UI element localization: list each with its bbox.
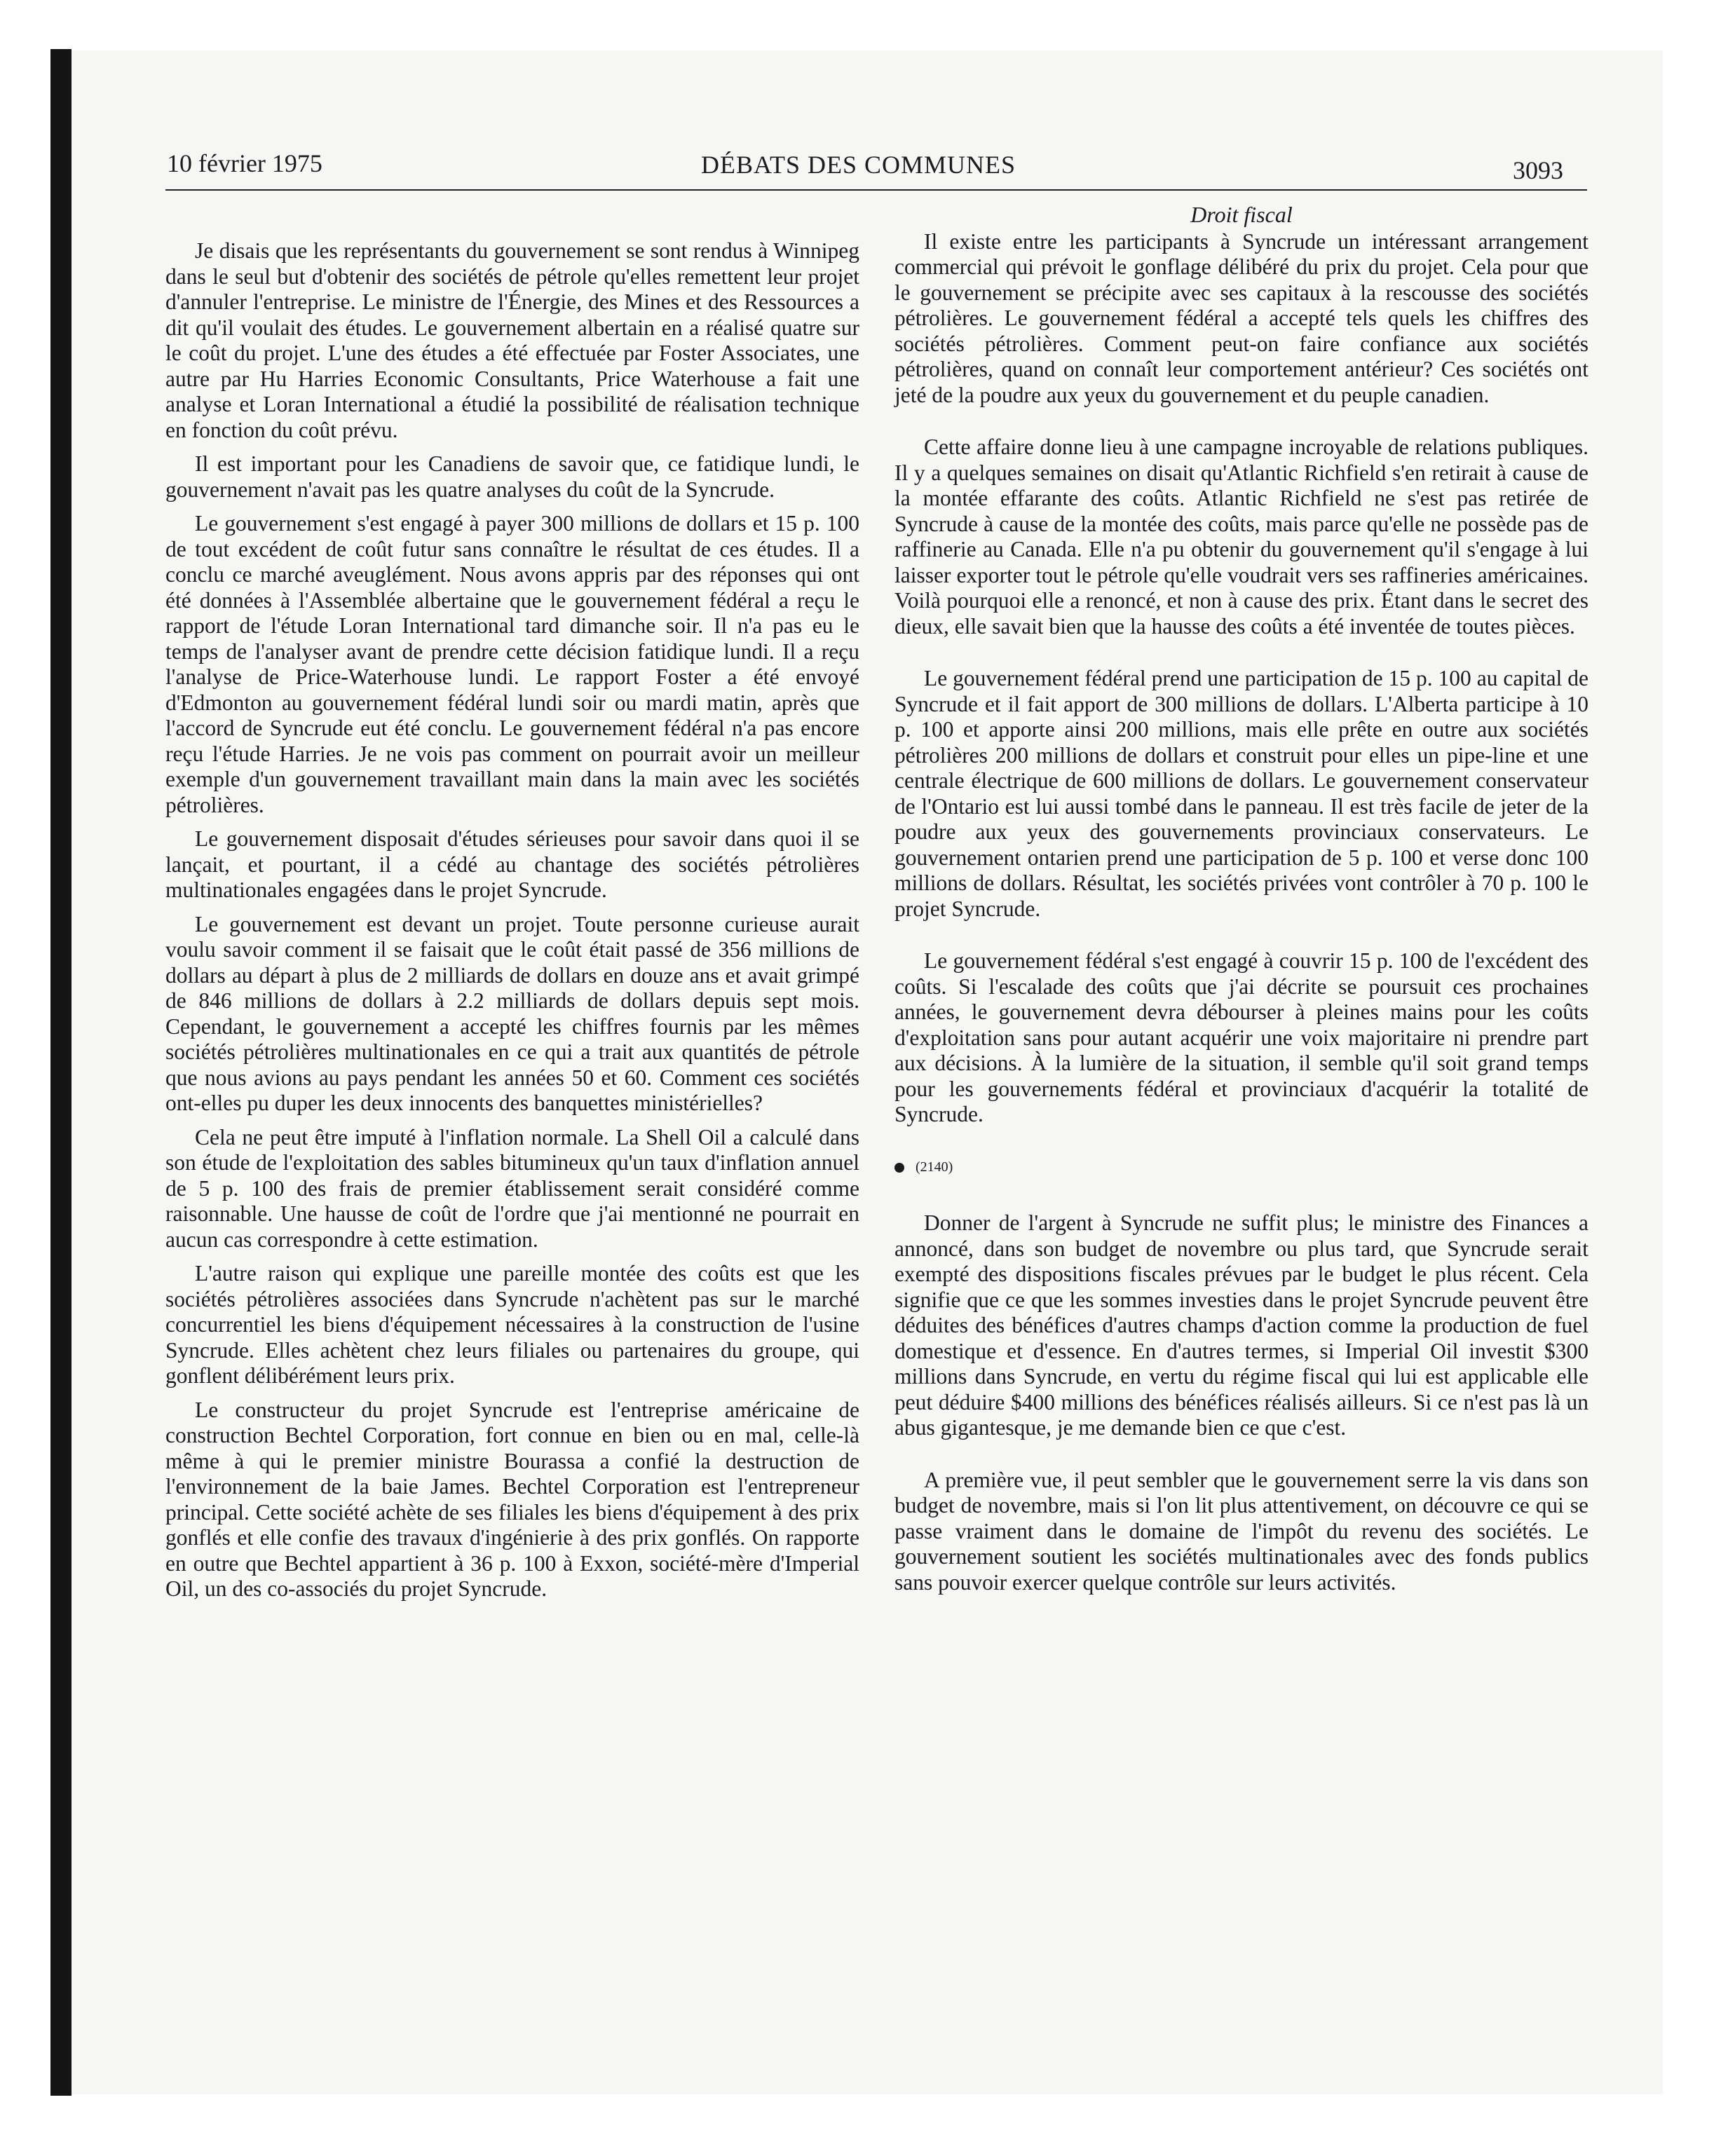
paragraph: Cette affaire donne lieu à une campagne incroyable de relations publiques. Il y a quelques semaines on disait qu'Atlantic Richfield s'en retirait à cause de la montée effarante des coûts. Atlantic Richfield ne s'est pas retirée de Syncrude à cause de la montée des coûts, mais parce qu'elle ne possède pas de raffinerie au Canada. Elle n'a pu obtenir du gouvernement qu'il s'engage à lui laisser exporter tout le pétrole qu'elle voudrait vers ses raffineries américaines. Voilà pourquoi elle a renoncé, et non à cause des prix. Étant dans le secret des dieux, elle savait bien que la hausse des coûts a été inventée de toutes pièces.: [894, 435, 1588, 639]
paragraph: Il existe entre les participants à Syncrude un intéressant arrangement commercial qui prévoit le gonflage délibéré du prix du projet. Cela pour que le gouvernement se précipite avec ses capitaux à la rescousse des sociétés pétrolières. Le gouvernement fédéral a accepté tels quels les chiffres des sociétés pétrolières. Comment peut-on faire confiance aux sociétés pétrolières, quand on connaît leur comportement antérieur? Ces sociétés ont jeté de la poudre aux yeux du gouvernement et du peuple canadien.: [894, 228, 1588, 407]
header-page-number: 3093: [1513, 156, 1563, 184]
paragraph: Il est important pour les Canadiens de savoir que, ce fatidique lundi, le gouvernement n'avait pas les quatre analyses du coût de la Syncrude.: [165, 451, 859, 502]
left-column: [165, 238, 859, 1611]
paragraph: Donner de l'argent à Syncrude ne suffit plus; le ministre des Finances a annoncé, dans son budget de novembre ou plus tard, que Syncrude serait exempté des dispositions fiscales prévues par le budget le plus récent. Cela signifie que ce que les sommes investies dans le projet Syncrude peuvent être déduites des bénéfices d'autres champs d'action comme la production de fuel domestique et d'essence. En d'autres termes, si Imperial Oil investit $300 millions dans Syncrude, en vertu du régime fiscal qui lui est applicable elle peut déduire $400 millions des bénéfices réalisés ailleurs. Si ce n'est pas là un abus gigantesque, je me demande bien ce que c'est.: [894, 1210, 1588, 1440]
header-title: DÉBATS DES COMMUNES: [701, 151, 1016, 179]
header-date: 10 février 1975: [167, 149, 322, 177]
right-column: [894, 202, 1588, 1604]
paragraph: Le gouvernement disposait d'études sérieuses pour savoir dans quoi il se lançait, et pourtant, il a cédé au chantage des sociétés pétrolières multinationales engagées dans le projet Syncrude.: [165, 826, 859, 902]
paragraph: A première vue, il peut sembler que le gouvernement serre la vis dans son budget de novembre, mais si l'on lit plus attentivement, on découvre ce qui se passe vraiment dans le domaine de l'impôt du revenu des sociétés. Le gouvernement soutient les sociétés multinationales avec des fonds publics sans pouvoir exercer quelque contrôle sur leurs activités.: [894, 1467, 1588, 1595]
section-subheading: Droit fiscal: [1190, 202, 1293, 227]
paragraph: Je disais que les représentants du gouvernement se sont rendus à Winnipeg dans le seul but d'obtenir des sociétés de pétrole qu'elles remettent leur projet d'annuler l'entreprise. Le ministre de l'Énergie, des Mines et des Ressources a dit qu'il voulait des études. Le gouvernement albertain en a réalisé quatre sur le coût du projet. L'une des études a été effectuée par Foster Associates, une autre par Hu Harries Economic Consultants, Price Waterhouse a fait une analyse et Loran International a étudié la possibilité de réalisation technique en fonction du coût prévu.: [165, 238, 859, 442]
paragraph: Le gouvernement fédéral prend une participation de 15 p. 100 au capital de Syncrude et il fait apport de 300 millions de dollars. L'Alberta participe à 10 p. 100 et apporte ainsi 200 millions, mais elle prête en outre aux sociétés pétrolières 200 millions de dollars et construit pour elles un pipe-line et une centrale électrique de 600 millions de dollars. Le gouvernement conservateur de l'Ontario est lui aussi tombé dans le panneau. Il est très facile de jeter de la poudre aux yeux des gouvernements provinciaux conservateurs. Le gouvernement ontarien prend une participation de 5 p. 100 et verse donc 100 millions de dollars. Résultat, les sociétés privées vont contrôler à 70 p. 100 le projet Syncrude.: [894, 666, 1588, 921]
paragraph: Le gouvernement fédéral s'est engagé à couvrir 15 p. 100 de l'excédent des coûts. Si l'escalade des coûts que j'ai décrite se poursuit ces prochaines années, le gouvernement devra débourser à pleines mains pour les coûts d'exploitation sans pour autant acquérir une voix majoritaire ni prendre part aux décisions. À la lumière de la situation, il semble qu'il soit grand temps pour les gouvernements fédéral et provinciaux d'acquérir la totalité de Syncrude.: [894, 948, 1588, 1126]
paragraph: L'autre raison qui explique une pareille montée des coûts est que les sociétés pétrolières associées dans Syncrude n'achètent pas sur le marché concurrentiel les biens d'équipement nécessaires à la construction de l'usine Syncrude. Elles achètent chez leurs filiales ou partenaires du groupe, qui gonflent délibérément leurs prix.: [165, 1261, 859, 1388]
time-marker-label: (2140): [916, 1159, 953, 1175]
header-rule: [165, 189, 1587, 191]
bullet-icon: [894, 1163, 904, 1173]
paragraph: Cela ne peut être imputé à l'inflation normale. La Shell Oil a calculé dans son étude de l'exploitation des sables bitumineux qu'un taux d'inflation annuel de 5 p. 100 des frais de premier établissement serait considéré comme raisonnable. Une hausse de coût de l'ordre que j'ai mentionné ne pourrait en aucun cas correspondre à cette estimation.: [165, 1124, 859, 1252]
scan-edge-bar: [50, 49, 72, 2096]
paragraph: Le gouvernement s'est engagé à payer 300 millions de dollars et 15 p. 100 de tout excédent de coût futur sans connaître le résultat de ces études. Il a conclu ce marché aveuglément. Nous avons appris par des réponses qui ont été données à l'Assemblée albertaine que le gouvernement fédéral a reçu le rapport de l'étude Loran International tard dimanche soir. Il n'a pas eu le temps de l'analyser avant de prendre cette décision fatidique lundi. Il a reçu l'analyse de Price-Waterhouse lundi. Le rapport Foster a été envoyé d'Edmonton au gouvernement fédéral lundi soir ou mardi matin, après que l'accord de Syncrude eut été conclu. Le gouvernement fédéral n'a pas encore reçu l'étude Harries. Je ne vois pas comment on pourrait avoir un meilleur exemple d'un gouvernement travaillant main dans la main avec les sociétés pétrolières.: [165, 511, 859, 817]
paragraph: Le constructeur du projet Syncrude est l'entreprise américaine de construction Bechtel Corporation, fort connue en bien ou en mal, celle-là même à qui le premier ministre Bourassa a confié la destruction de l'environnement de la baie James. Bechtel Corporation est l'entrepreneur principal. Cette société achète de ses filiales les biens d'équipement à des prix gonflés et elle confie des travaux d'ingénierie à des prix gonflés. On rapporte en outre que Bechtel appartient à 36 p. 100 à Exxon, société-mère d'Imperial Oil, un des co-associés du projet Syncrude.: [165, 1397, 859, 1601]
paragraph: Le gouvernement est devant un projet. Toute personne curieuse aurait voulu savoir comment il se faisait que le coût était passé de 356 millions de dollars au départ à plus de 2 milliards de dollars en douze ans et avait grimpé de 846 millions de dollars à 2.2 milliards de dollars depuis sept mois. Cependant, le gouvernement a accepté les chiffres fournis par les mêmes sociétés pétrolières multinationales en ce qui a trait aux quantités de pétrole que nous avions au pays pendant les années 50 et 60. Comment ces sociétés ont-elles pu duper les deux innocents des banquettes ministérielles?: [165, 911, 859, 1115]
time-marker: [894, 1154, 1588, 1180]
